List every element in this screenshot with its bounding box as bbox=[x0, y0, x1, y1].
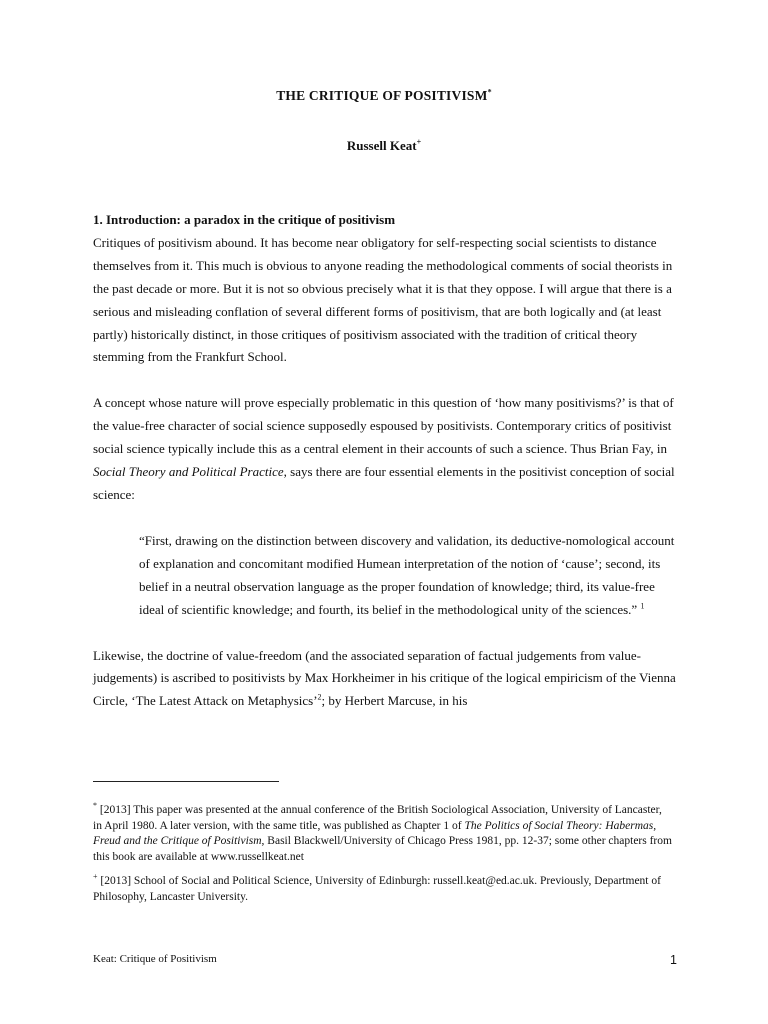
paper-title bbox=[0, 88, 768, 104]
footnote-1-book-title: The Politics of Social Theory: Habermas, Freud and the Critique of Positivism bbox=[93, 819, 657, 847]
block-quote-text: “First, drawing on the distinction between discovery and validation, its deductive-nomological account of explanation and concomitant modified Humean interpretation of the notion of ‘cause’; second, its belief in a neutral observation language as the proper foundation of knowledge; third, its value-free ideal of scientific knowledge; and fourth, its belief in the methodological unity of the sciences.” bbox=[139, 532, 675, 617]
footnote-1-text-a: [2013] This paper was presented at the annual conference of the British Sociological Association, University of Lancaster, in April 1980. A later version, with the same title, was published as Chapter 1 of bbox=[93, 804, 662, 832]
footnote-2 bbox=[93, 874, 673, 905]
footnote-2-text: [2013] School of Social and Political Science, University of Edinburgh: russell.keat@ed.ac.uk. Previously, Department of Philosophy, Lancaster University. bbox=[93, 875, 661, 903]
block-quote bbox=[139, 530, 683, 622]
page-number: 1 bbox=[670, 953, 677, 967]
paper-title-text: THE CRITIQUE OF POSITIVISM bbox=[276, 88, 488, 103]
book-title-fay: Social Theory and Political Practice bbox=[93, 464, 284, 480]
paragraph-2 bbox=[93, 392, 683, 507]
paragraph-1: Critiques of positivism abound. It has become near obligatory for self-respecting social scientists to distance themselves from it. This much is obvious to anyone reading the methodological comments of social theorists in the past decade or more. But it is not so obvious precisely what it is that they oppose. I will argue that there is a serious and misleading conflation of several different forms of positivism, that are both logically and (at least partly) historically distinct, in those critiques of positivism associated with the tradition of critical theory stemming from the Frankfurt School. bbox=[93, 234, 673, 365]
footnote-1-marker: * bbox=[93, 801, 97, 811]
paragraph-3 bbox=[93, 645, 683, 714]
title-footnote-marker[interactable]: * bbox=[487, 87, 492, 97]
paragraph-2-text-b: , says there are four essential elements in the positivist conception of social science: bbox=[93, 464, 675, 502]
footnote-separator bbox=[93, 781, 279, 782]
running-footer-title: Keat: Critique of Positivism bbox=[93, 953, 217, 965]
endnote-marker-1[interactable]: 1 bbox=[640, 601, 645, 611]
footnote-1-text-b: , Basil Blackwell/University of Chicago Press 1981, pp. 12-37; some other chapters from this book are available at www.russellkeat.net bbox=[93, 835, 672, 863]
author-name-text: Russell Keat bbox=[346, 138, 417, 153]
footnote-1 bbox=[93, 803, 673, 865]
paragraph-3-text-b: ; by Herbert Marcuse, in his bbox=[321, 693, 468, 709]
paragraph-3-text-a: Likewise, the doctrine of value-freedom (and the associated separation of factual judgements from value-judgements) is ascribed to positivists by Max Horkheimer in his critique of the logical empiricism of the Vienna Circle, ‘The Latest Attack on Metaphysics’ bbox=[93, 647, 676, 709]
author-footnote-marker[interactable]: + bbox=[416, 137, 422, 147]
footnotes bbox=[93, 803, 673, 905]
paragraph-2-text-a: A concept whose nature will prove especially problematic in this question of ‘how many positivisms?’ is that of the value-free character of social science supposedly espoused by positivists. Contemporary critics of positivist social science typically include this as a central element in their accounts of such a science. Thus Brian Fay, in bbox=[93, 395, 674, 457]
main-body bbox=[93, 209, 683, 713]
footnote-2-marker: + bbox=[93, 872, 98, 882]
section-heading: 1. Introduction: a paradox in the critique of positivism bbox=[93, 212, 396, 227]
endnote-marker-2[interactable]: 2 bbox=[317, 692, 322, 702]
author-name bbox=[0, 138, 768, 154]
